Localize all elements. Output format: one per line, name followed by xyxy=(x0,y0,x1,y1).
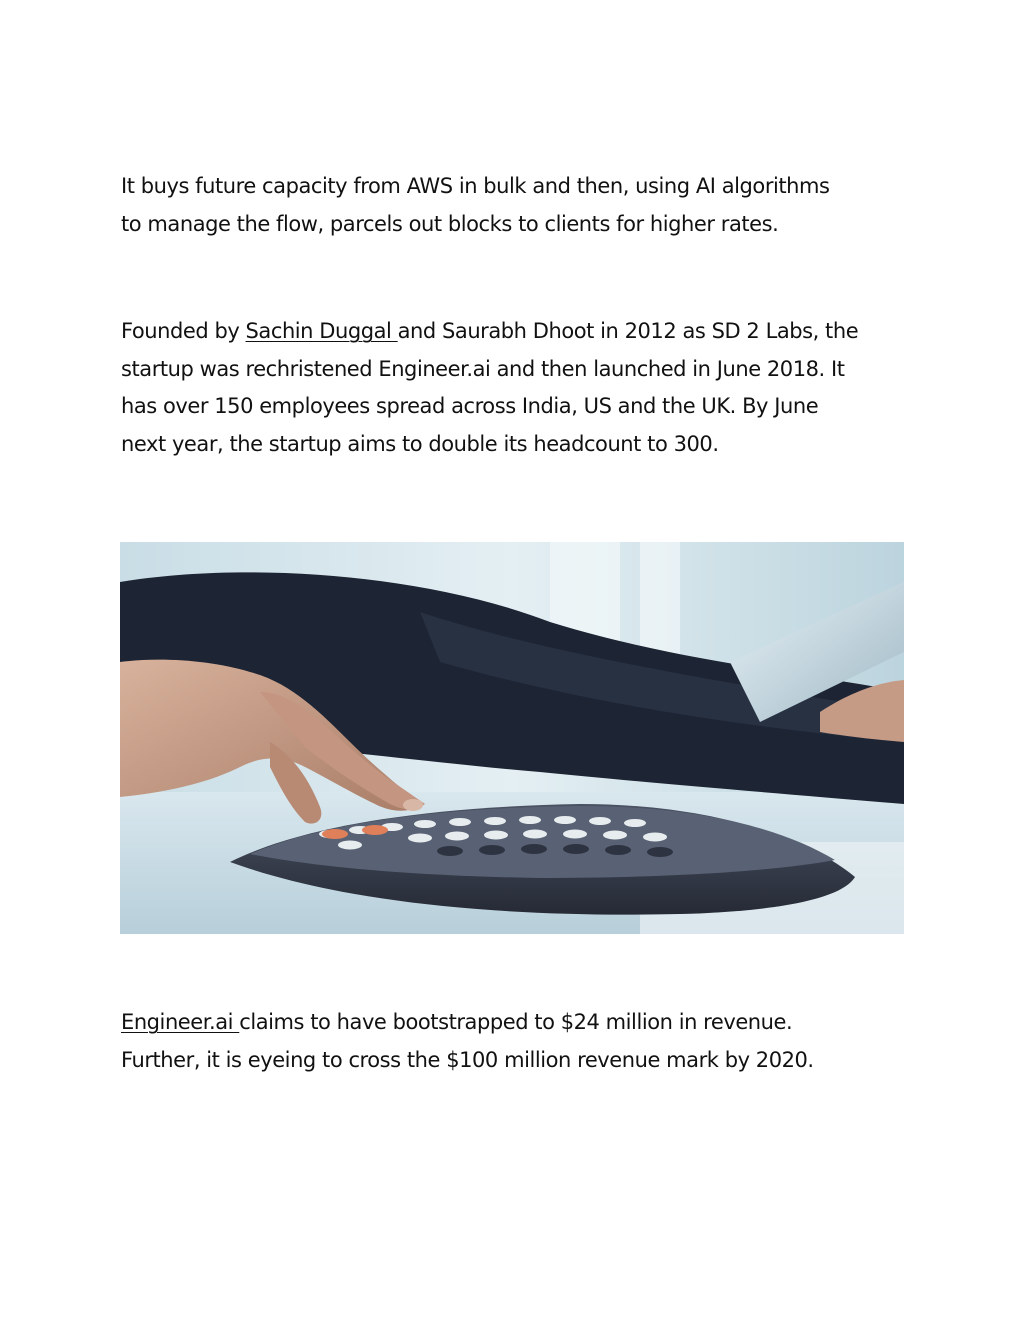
paragraph-capacity xyxy=(121,168,911,243)
calculator-photo xyxy=(120,542,904,934)
paragraph-line: has over 150 employees spread across India, US and the UK. By June xyxy=(121,394,819,418)
paragraph-text: claims to have bootstrapped to $24 million in revenue. xyxy=(239,1010,793,1034)
paragraph-revenue xyxy=(121,1004,911,1079)
paragraph-line: to manage the flow, parcels out blocks to clients for higher rates. xyxy=(121,211,779,236)
paragraph-line: next year, the startup aims to double its headcount to 300. xyxy=(121,431,719,456)
sachin-duggal-link[interactable]: Sachin Duggal xyxy=(245,319,398,343)
paragraph-line xyxy=(121,1004,911,1042)
paragraph-line: startup was rechristened Engineer.ai and then launched in June 2018. It xyxy=(121,356,845,381)
paragraph-prefix: Founded by xyxy=(121,319,246,343)
paragraph-line xyxy=(121,313,911,351)
engineer-ai-link[interactable]: Engineer.ai xyxy=(121,1010,240,1034)
paragraph-line: Further, it is eyeing to cross the $100 million revenue mark by 2020. xyxy=(121,1047,814,1072)
paragraph-text: and Saurabh Dhoot in 2012 as SD 2 Labs, the xyxy=(397,319,859,343)
paragraph-line: It buys future capacity from AWS in bulk and then, using AI algorithms xyxy=(121,174,830,198)
paragraph-founders xyxy=(121,313,911,463)
